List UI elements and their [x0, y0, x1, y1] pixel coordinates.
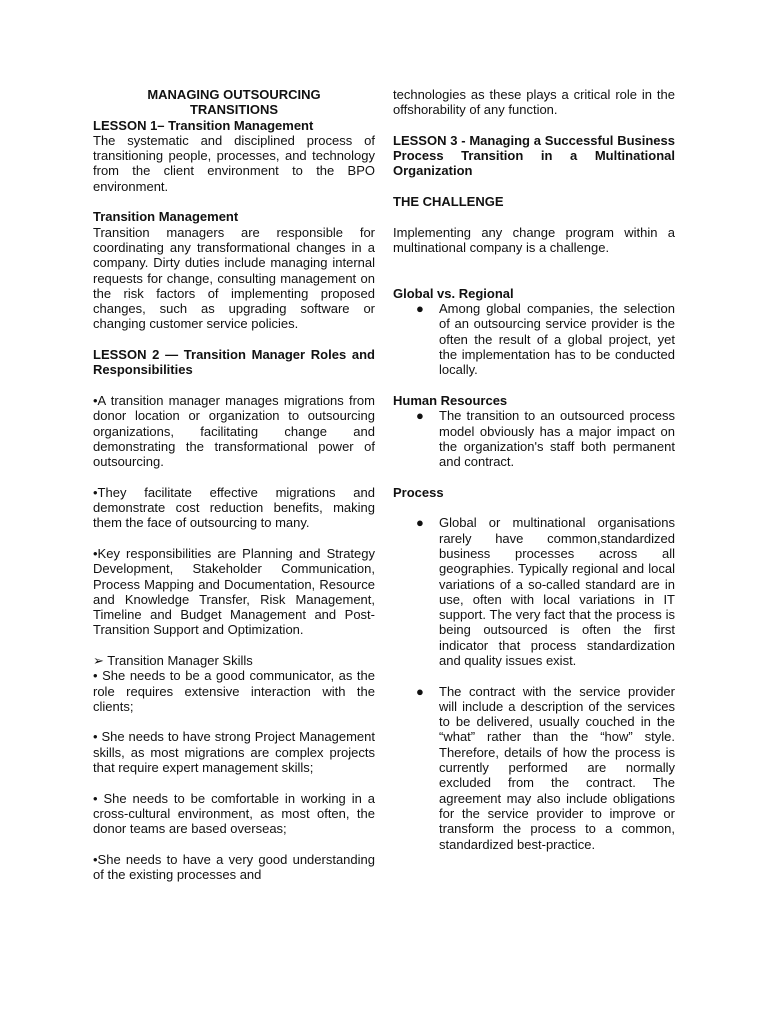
roles-paragraph-1: •A transition manager manages migrations from donor location or organization to outsourcing organizations, facilitating change and demonstrating the transformational power of outsourcing. [93, 392, 375, 470]
transition-management-heading: Transition Management [93, 209, 239, 225]
challenge-heading: THE CHALLENGE [393, 194, 504, 210]
bullet-icon: ● [416, 408, 424, 424]
global-regional-heading: Global vs. Regional [393, 285, 514, 301]
lesson2-heading: LESSON 2 — Transition Manager Roles and Responsibilities [93, 347, 375, 378]
bullet-text: Among global companies, the selection of an outsourcing service provider is the often the result of a global project, yet the implementation has to be conducted locally. [439, 301, 675, 378]
list-item [393, 684, 675, 852]
bullet-icon: ● [416, 301, 424, 317]
list-item [393, 408, 675, 469]
skill-1: • She needs to be a good communicator, as the role requires extensive interaction with the clients; [93, 668, 375, 714]
bullet-text: Global or multinational organisations rarely have common,standardized business processes across all geographies. Typically regional and local variations of a so-called standard are in use, often with local variations in IT support. The very fact that the process is being outsourced is often the first indicator that process standardization and quality issues exist. [439, 515, 675, 668]
list-item [393, 301, 675, 377]
lesson1-heading: LESSON 1– Transition Management [93, 117, 314, 133]
bullet-icon: ● [416, 515, 424, 531]
left-column [93, 87, 375, 882]
skill-3: • She needs to be comfortable in working in a cross-cultural environment, as most often, the donor teams are based overseas; [93, 790, 375, 837]
bullet-icon: ● [416, 683, 424, 699]
right-column [393, 87, 675, 852]
human-resources-heading: Human Resources [393, 392, 508, 408]
skill-4: •She needs to have a very good understanding of the existing processes and [93, 851, 375, 883]
roles-paragraph-3: •Key responsibilities are Planning and Strategy Development, Stakeholder Communication, Process Mapping and Documentation, Resource and Knowledge Transfer, Risk Management, Timeline and Budget Management and Post-Transition Support and Optimization. [93, 545, 375, 638]
skills-heading: ➢ Transition Manager Skills [93, 652, 253, 668]
list-spacer [393, 668, 675, 683]
roles-paragraph-2: •They facilitate effective migrations and demonstrate cost reduction benefits, making them the face of outsourcing to many. [93, 484, 375, 531]
document-title: MANAGING OUTSOURCING TRANSITIONS [147, 87, 321, 118]
list-item [393, 515, 675, 668]
lesson3-heading: LESSON 3 - Managing a Successful Business Process Transition in a Multinational Organization [393, 132, 675, 179]
continued-text: technologies as these plays a critical role in the offshorability of any function. [393, 87, 675, 118]
global-regional-list [393, 301, 675, 377]
challenge-text: Implementing any change program within a multinational company is a challenge. [393, 224, 675, 255]
process-heading: Process [393, 484, 444, 500]
skill-2: • She needs to have strong Project Management skills, as most migrations are complex projects that require expert management skills; [93, 729, 375, 776]
bullet-text: The transition to an outsourced process model obviously has a major impact on the organization's staff both permanent and contract. [439, 408, 675, 470]
process-list [393, 515, 675, 852]
lesson1-text: The systematic and disciplined process of transitioning people, processes, and technology from the client environment to the BPO environment. [93, 132, 375, 194]
human-resources-list [393, 408, 675, 469]
bullet-text: The contract with the service provider will include a description of the services to be delivered, usually couched in the “what” rather than the “how” style. Therefore, details of how the process is currently performed are normally excluded from the contract. The agreement may also include obligations for the service provider to improve or transform the process to a common, standardized best-practice. [439, 683, 675, 852]
transition-management-text: Transition managers are responsible for coordinating any transformational changes in a company. Dirty duties include managing internal requests for change, consulting management on the risk factors of implementing proposed changes, such as upgrading software or changing customer service policies. [93, 224, 375, 332]
